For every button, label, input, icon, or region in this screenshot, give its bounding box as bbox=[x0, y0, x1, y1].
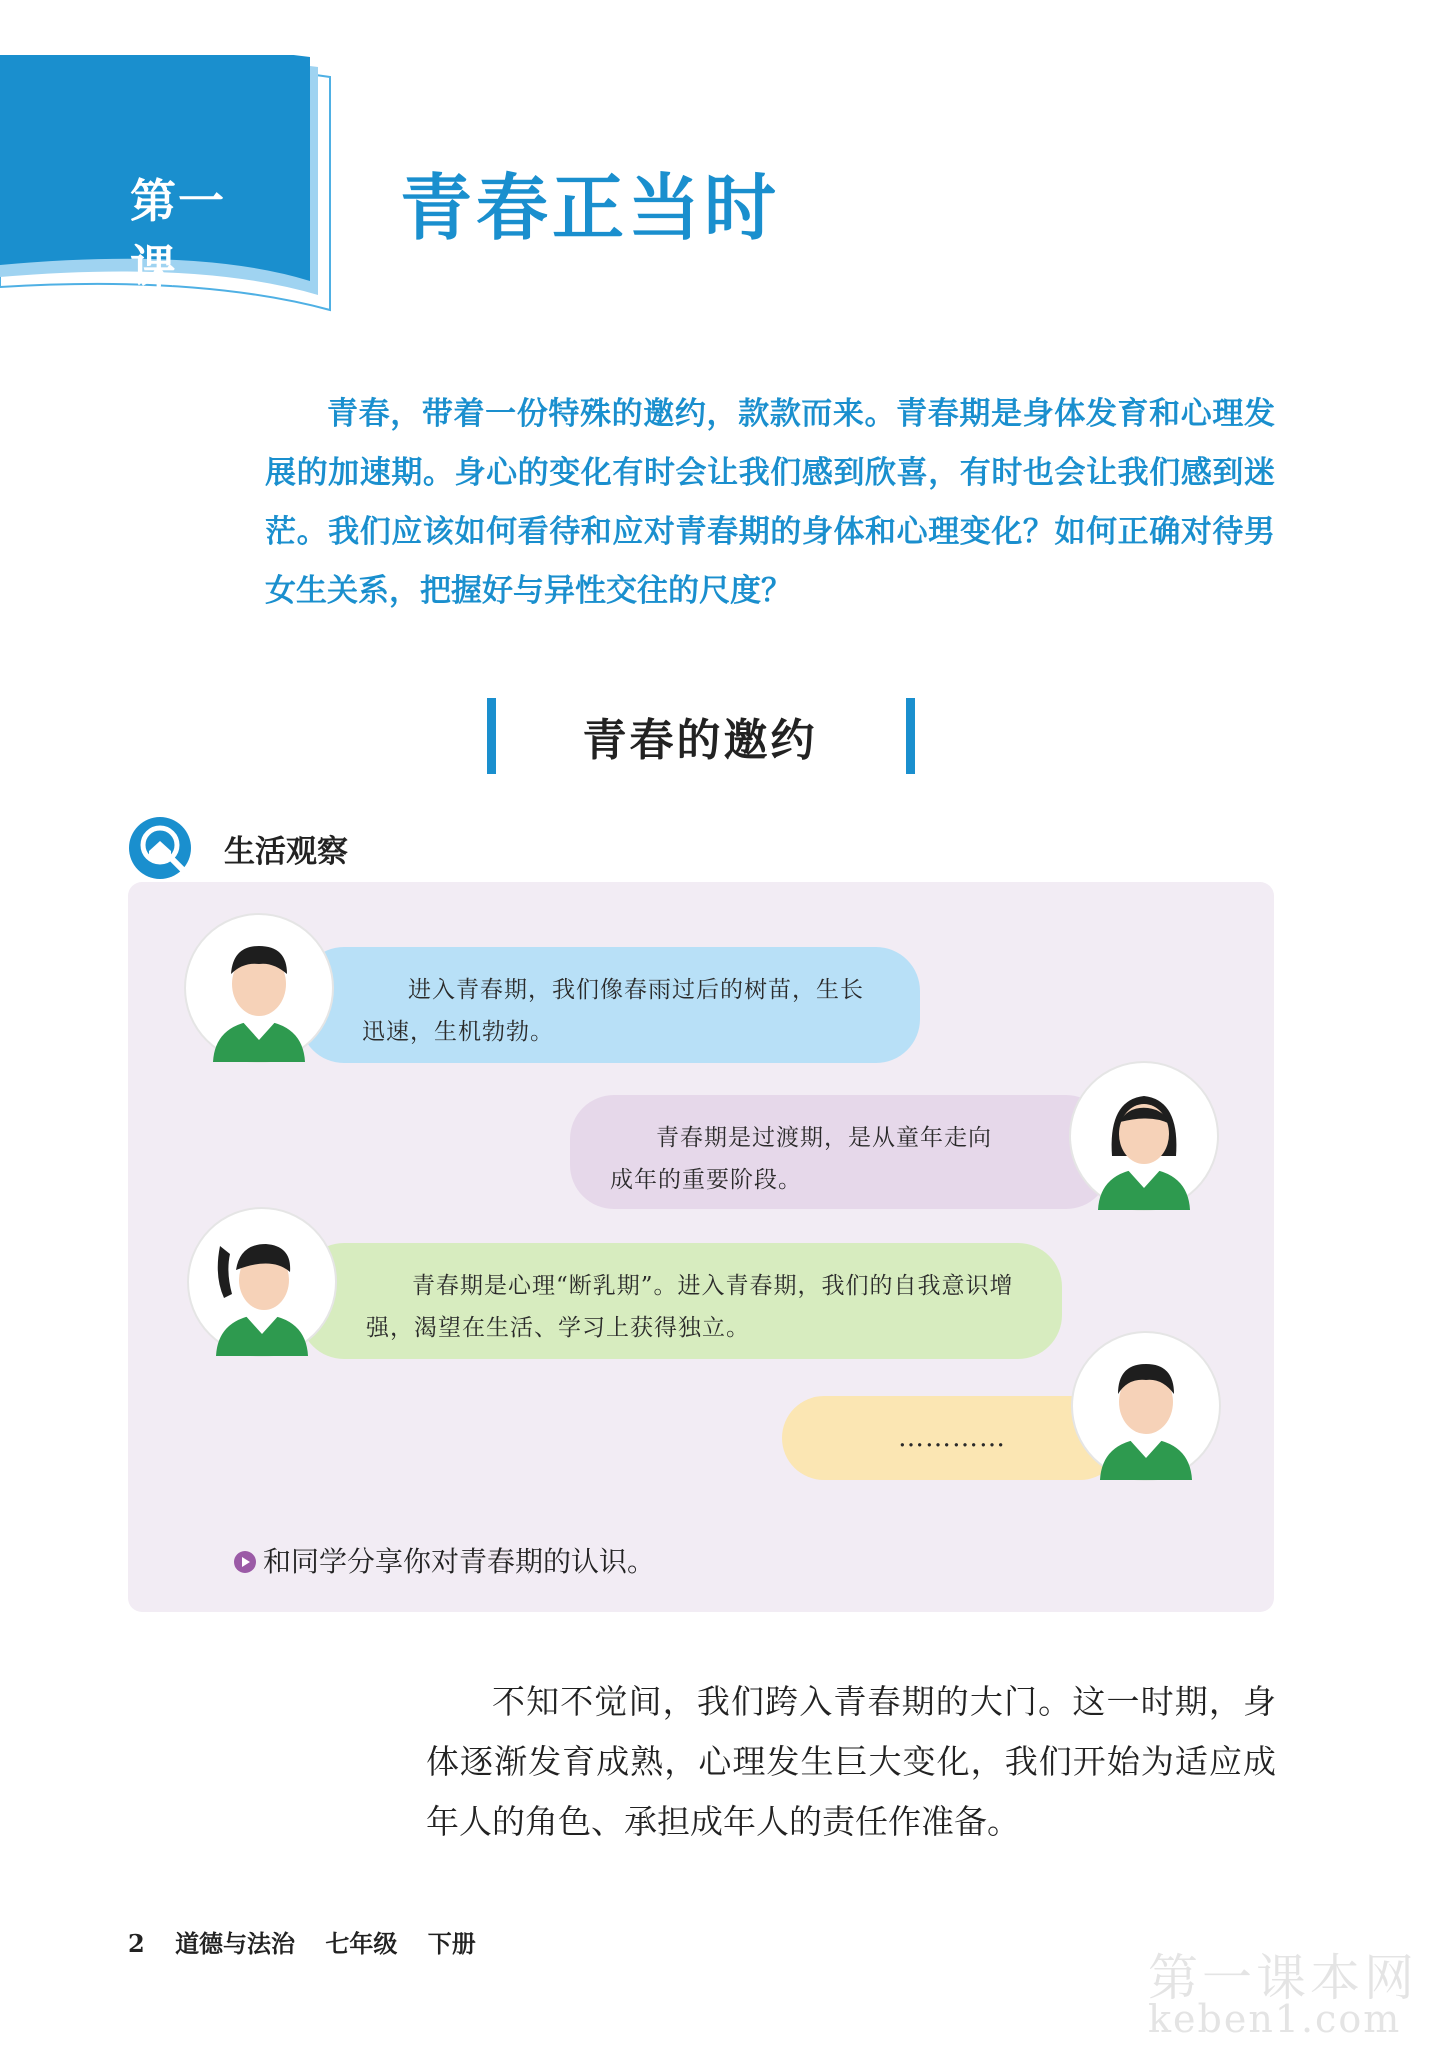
lesson-number: 第一课 bbox=[130, 174, 226, 294]
book-volume: 下册 bbox=[427, 1929, 476, 1958]
section-bar-left bbox=[487, 698, 496, 774]
watermark-site-url: keben1.com bbox=[1148, 1997, 1402, 2041]
speech-bubble-1 bbox=[300, 947, 920, 1063]
book-grade: 七年级 bbox=[325, 1929, 398, 1958]
speech-bubble-2-text: 青春期是过渡期，是从童年走向成年的重要阶段。 bbox=[610, 1125, 992, 1193]
student-avatar-boy-1 bbox=[183, 912, 335, 1064]
watermark-site-name: 第一课本网 bbox=[1148, 1949, 1418, 2007]
student-avatar-girl-1 bbox=[1068, 1060, 1220, 1212]
section-bar-right bbox=[906, 698, 915, 774]
speech-bubble-2 bbox=[570, 1095, 1110, 1209]
page-footer bbox=[128, 1924, 498, 1959]
speech-bubble-3 bbox=[300, 1243, 1062, 1359]
body-paragraph: 不知不觉间，我们跨入青春期的大门。这一时期，身体逐渐发育成熟，心理发生巨大变化，我们开始为适应成年人的角色、承担成年人的责任作准备。 bbox=[426, 1682, 1276, 1841]
observation-prompt bbox=[233, 1540, 655, 1580]
observation-prompt-text: 和同学分享你对青春期的认识。 bbox=[263, 1545, 656, 1578]
intro-paragraph: 青春，带着一份特殊的邀约，款款而来。青春期是身体发育和心理发展的加速期。身心的变化有时会让我们感到欣喜，有时也会让我们感到迷茫。我们应该如何看待和应对青春期的身体和心理变化？如何正确对待男女生关系，把握好与异性交往的尺度？ bbox=[265, 396, 1275, 609]
observation-label: 生活观察 bbox=[224, 834, 348, 870]
lesson-title: 青春正当时 bbox=[400, 165, 781, 250]
page-number: 2 bbox=[128, 1929, 145, 1958]
play-circle-icon bbox=[233, 1550, 257, 1574]
speech-bubble-3-text: 青春期是心理“断乳期”。进入青春期，我们的自我意识增强，渴望在生活、学习上获得独立。 bbox=[366, 1273, 1014, 1341]
section-title: 青春的邀约 bbox=[582, 715, 818, 766]
student-avatar-boy-2 bbox=[1070, 1330, 1222, 1482]
student-avatar-girl-2 bbox=[186, 1206, 338, 1358]
book-subject: 道德与法治 bbox=[175, 1929, 296, 1958]
speech-bubble-4-text: ………… bbox=[898, 1423, 1006, 1453]
house-magnifier-icon bbox=[127, 815, 193, 881]
speech-bubble-1-text: 进入青春期，我们像春雨过后的树苗，生长迅速，生机勃勃。 bbox=[362, 977, 864, 1045]
